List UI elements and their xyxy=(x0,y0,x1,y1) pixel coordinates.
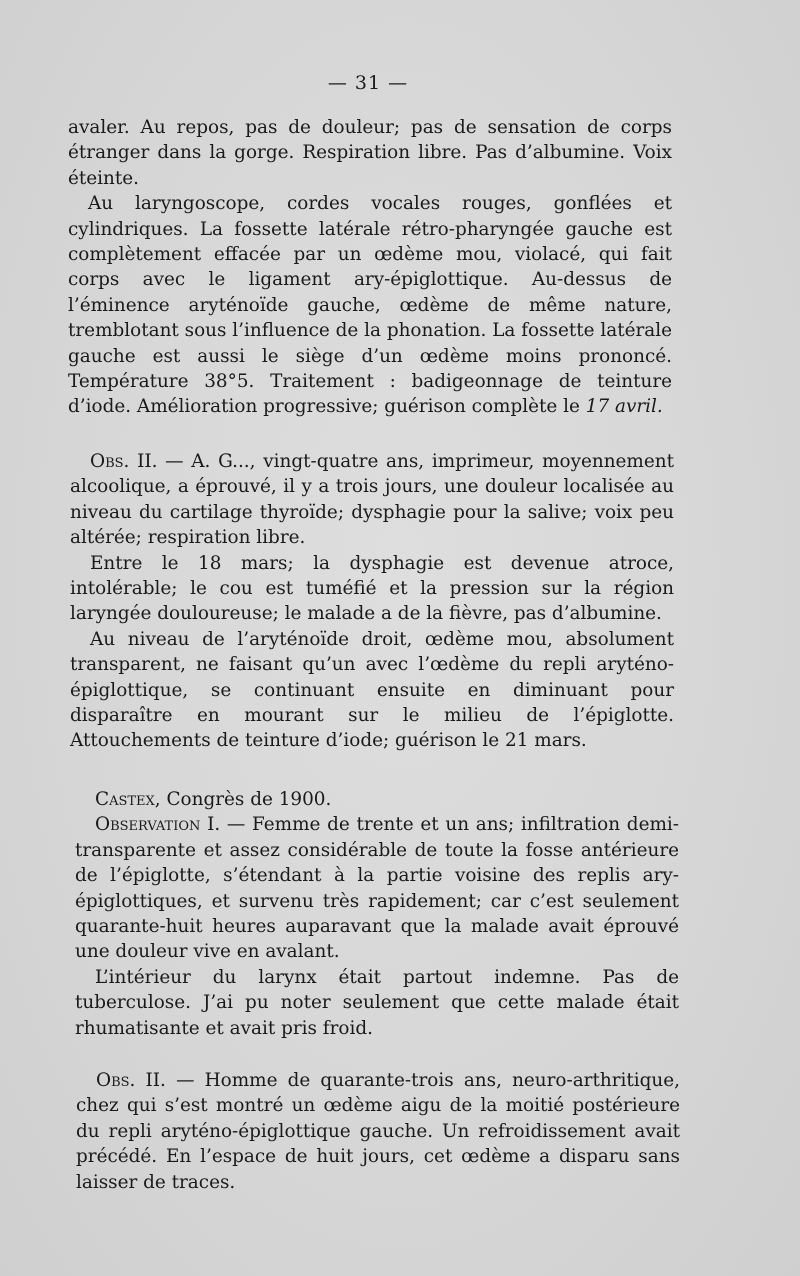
observation-2 xyxy=(70,449,674,754)
observation-label: Obs. II. xyxy=(90,451,158,472)
reference-text: , Congrès de 1900. xyxy=(154,789,332,810)
paragraph-text: — Homme de quarante-trois ans, neuro-arthritique, chez qui s’est montré un œdème aigu de la moitié postérieure du repli aryténo-épiglottique gauche. Un refroidissement avait précédé. En l’espace de huit jours, cet œdème a disparu sans laisser de traces. xyxy=(76,1070,681,1193)
paragraph: Entre le 18 mars; la dysphagie est devenue atroce, intolérable; le cou est tuméfié et la pression sur la région laryngée douloureuse; le malade a de la fièvre, pas d’albumine. xyxy=(70,552,674,625)
paragraph xyxy=(70,449,674,551)
healing-date: 17 avril. xyxy=(585,396,663,418)
observation-label: Observation I. xyxy=(95,814,221,836)
castex-section xyxy=(75,787,679,1041)
paragraph-text: — A. G..., vingt-quatre ans, imprimeur, moyennement alcoolique, a éprouvé, il y a trois jours, une douleur localisée au niveau du cartilage thyroïde; dysphagie pour la salive; voix peu altérée; respiration libre. xyxy=(70,451,674,549)
author-name: Castex xyxy=(95,789,155,810)
paragraph: L’intérieur du larynx était partout indemne. Pas de tuberculose. J’ai pu noter seulement que cette malade était rhumatisante et avait pris froid. xyxy=(75,966,679,1039)
paragraph-text: — Femme de trente et un ans; infiltration demi-transparente et assez considérable de toute la fosse antérieure de l’épiglotte, s’étendant à la partie voisine des replis ary-épiglottiques, et survenu très rapidement; car c’est seulement quarante-huit heures auparavant que la malade avait éprouvé une douleur vive en avalant. xyxy=(75,814,679,963)
paragraph xyxy=(76,1068,680,1195)
section-reference xyxy=(75,787,679,812)
observation-castex-2 xyxy=(76,1068,680,1195)
observation-label: Obs. II. xyxy=(96,1070,166,1091)
page-number: — 31 — xyxy=(327,72,409,94)
paragraph xyxy=(75,812,679,964)
continued-observation xyxy=(68,115,672,420)
paragraph-laryngoscope xyxy=(68,191,672,420)
paragraph-text: Au laryngoscope, cordes vocales rouges, gonflées et cylindriques. La fossette latérale rétro-pharyngée gauche est complètement effacée par un œdème mou, violacé, qui fait corps avec le ligament ary-épiglottique. Au-dessus de l’éminence aryténoïde gauche, œdème de même nature, tremblotant sous l’influence de la phonation. La fossette latérale gauche est aussi le siège d’un œdème moins prononcé. Température 38°5. Traitement : badigeonnage de teinture d’iode. Amélioration progressive; guérison complète le xyxy=(68,193,673,418)
paragraph: Au niveau de l’aryténoïde droit, œdème mou, absolument transparent, ne faisant qu’un avec l’œdème du repli aryténo-épiglottique, se continuant ensuite en diminuant pour disparaître en mourant sur le milieu de l’épiglotte. Attouchements de teinture d’iode; guérison le 21 mars. xyxy=(70,628,674,752)
paragraph: avaler. Au repos, pas de douleur; pas de sensation de corps étranger dans la gorge. Respiration libre. Pas d’albumine. Voix éteinte. xyxy=(68,117,672,189)
